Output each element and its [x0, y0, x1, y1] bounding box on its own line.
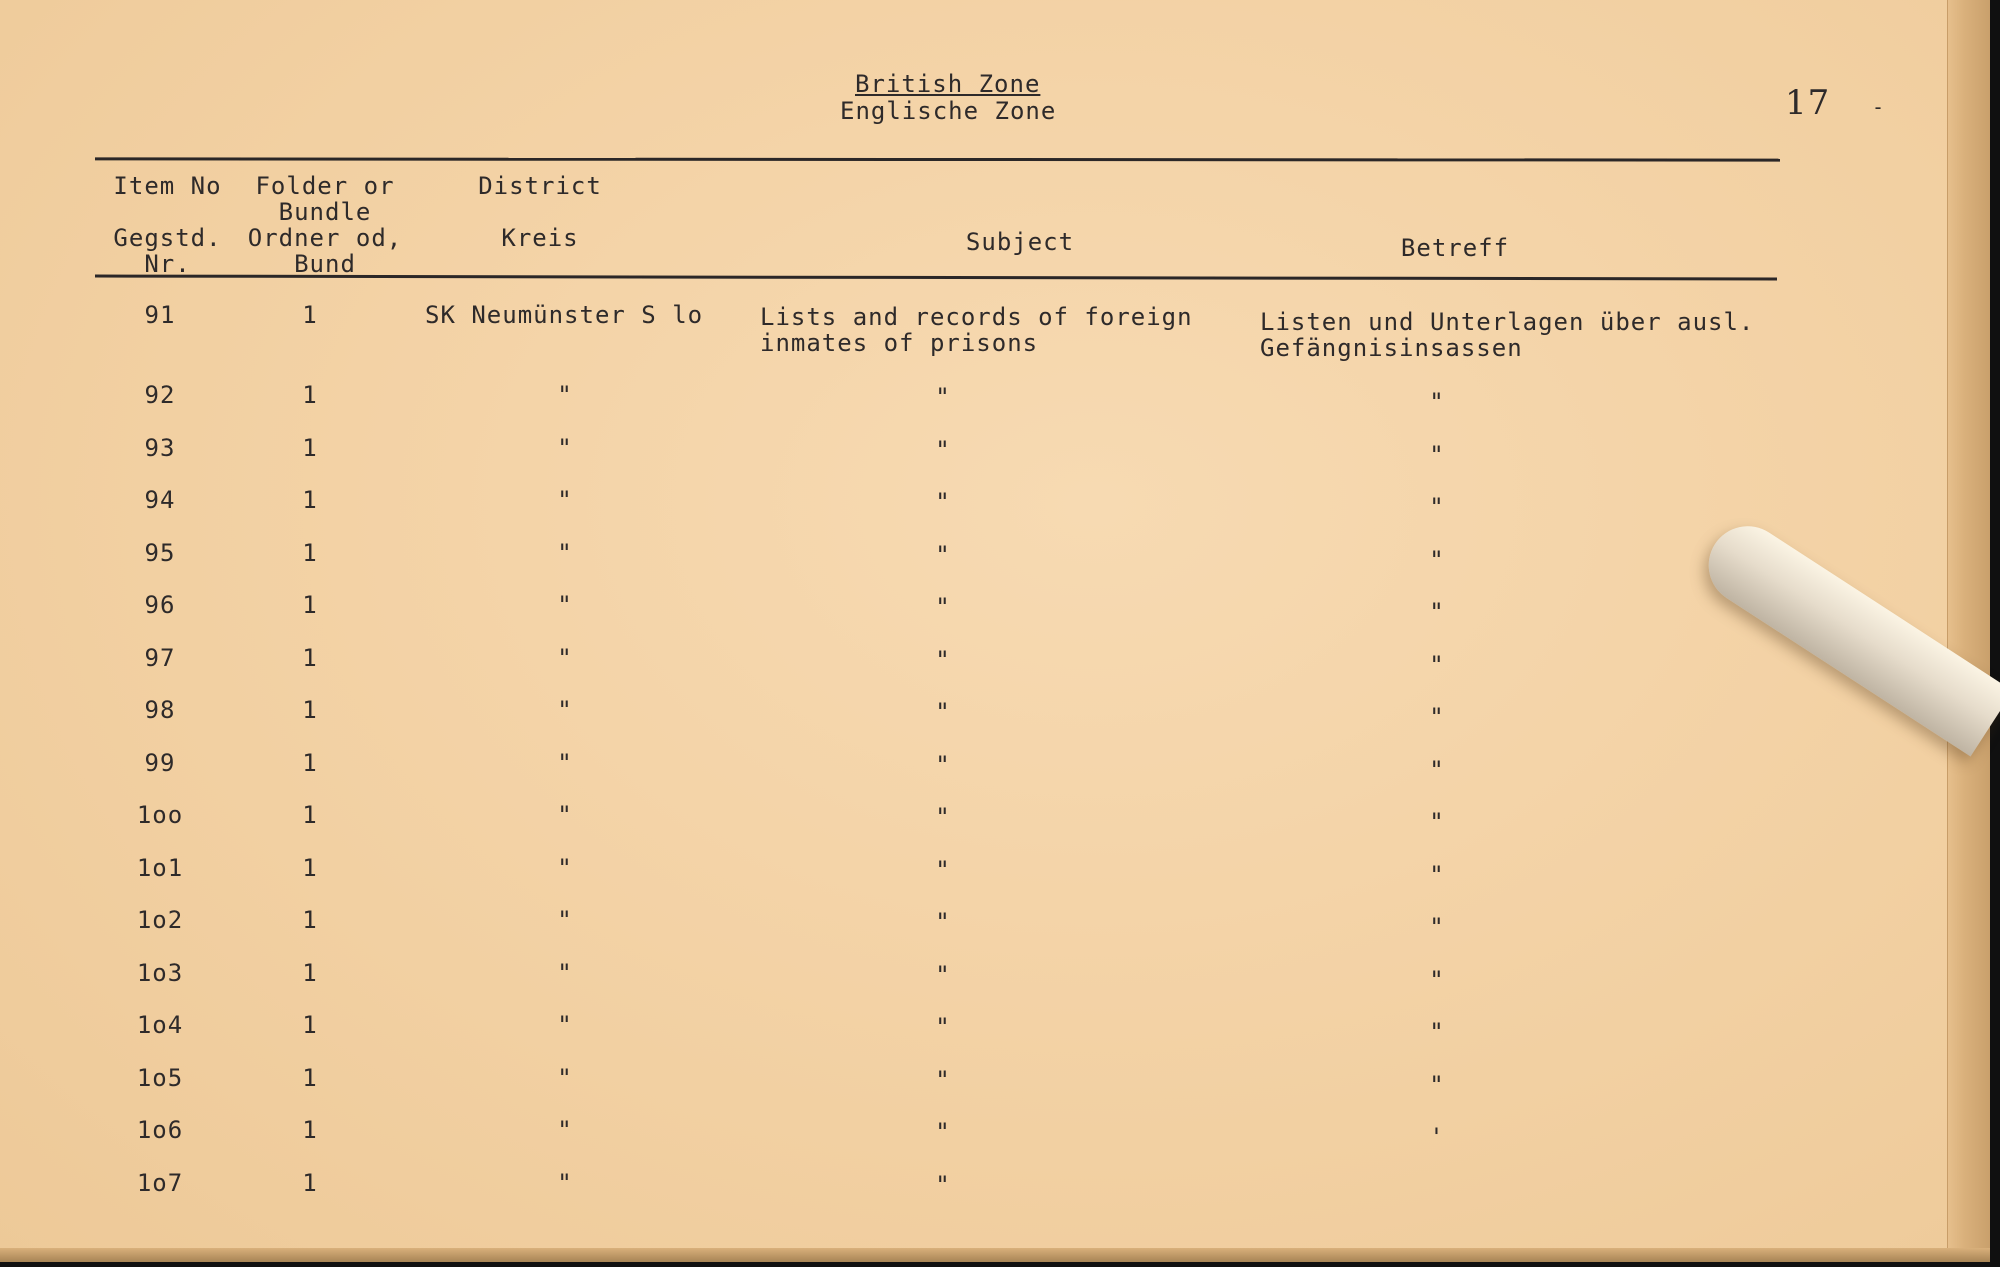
row-subject: " [935, 435, 951, 464]
row-subject: " [935, 488, 951, 516]
row-betreff: " [1429, 913, 1445, 941]
row-betreff: " [1429, 598, 1445, 626]
row-district: " [557, 906, 573, 934]
row-folder: 1 [302, 643, 318, 672]
row-betreff: " [1429, 650, 1445, 679]
row-district: SK Neumünster S lo [425, 301, 704, 329]
row-subject: " [935, 383, 951, 411]
row-folder: 1 [302, 301, 318, 329]
row-folder: 1 [302, 1063, 318, 1092]
row-folder: 1 [302, 538, 318, 567]
row-subject: " [935, 593, 951, 621]
row-item-number: 1o6 [136, 1116, 184, 1144]
row-folder: 1 [302, 696, 318, 724]
row-district: " [557, 801, 573, 829]
row-item-number: 93 [144, 433, 176, 462]
row-betreff: " [1429, 440, 1445, 469]
column-header-subject: Subject [965, 228, 1075, 256]
row-item-number: 96 [144, 591, 176, 619]
row-item-number: 1o3 [136, 958, 184, 987]
corner-mark: - [1872, 95, 1886, 119]
row-betreff: " [1429, 808, 1445, 836]
column-header-folder: Folder or Bundle Ordner od, Bund [247, 172, 403, 278]
row-subject: " [935, 1170, 951, 1199]
row-subject: " [935, 1065, 951, 1094]
row-item-number: 95 [144, 538, 176, 567]
row-subject: " [935, 855, 951, 884]
row-folder: 1 [302, 748, 318, 777]
row-item-number: 98 [144, 696, 176, 724]
row-folder: 1 [302, 1168, 318, 1197]
row-district: " [557, 538, 573, 567]
row-folder: 1 [302, 381, 318, 409]
row-subject: " [935, 750, 951, 779]
row-subject: " [935, 1013, 951, 1041]
row-district: " [557, 486, 573, 514]
row-item-number: 91 [144, 301, 176, 329]
row-item-number: 97 [144, 643, 176, 672]
page-edge [1947, 0, 1990, 1262]
page-number: 17 [1785, 83, 1831, 123]
row-folder: 1 [302, 1011, 318, 1039]
row-item-number: 1o5 [136, 1063, 184, 1092]
row-betreff: " [1429, 1018, 1445, 1046]
row-folder: 1 [302, 958, 318, 987]
row-district: " [557, 433, 573, 462]
row-folder: 1 [302, 486, 318, 514]
title-english: British Zone [855, 70, 1041, 98]
row-district: " [557, 381, 573, 409]
row-folder: 1 [302, 1116, 318, 1144]
row-folder: 1 [302, 906, 318, 934]
row-district: " [557, 643, 573, 672]
row-betreff: Listen und Unterlagen über ausl. Gefängnisinsassen [1260, 308, 1755, 362]
row-subject: " [935, 960, 951, 989]
row-district: " [557, 748, 573, 777]
row-folder: 1 [302, 433, 318, 462]
row-subject: " [935, 803, 951, 831]
row-district: " [557, 853, 573, 882]
row-subject: " [935, 645, 951, 674]
row-item-number: 94 [144, 486, 176, 514]
row-betreff: ' [1429, 1123, 1445, 1151]
row-subject: " [935, 1118, 951, 1146]
row-subject: " [935, 698, 951, 726]
row-folder: 1 [302, 591, 318, 619]
row-item-number: 1o7 [136, 1168, 184, 1197]
row-betreff: " [1429, 703, 1445, 731]
column-header-betreff: Betreff [1400, 234, 1510, 262]
row-item-number: 1o2 [136, 906, 184, 934]
row-betreff: " [1429, 755, 1445, 784]
row-item-number: 1o4 [136, 1011, 184, 1039]
title-german: Englische Zone [840, 97, 1057, 125]
row-district: " [557, 591, 573, 619]
row-item-number: 1o1 [136, 853, 184, 882]
row-betreff: " [1429, 493, 1445, 521]
row-district: " [557, 696, 573, 724]
row-subject: Lists and records of foreign inmates of prisons [760, 303, 1193, 357]
row-district: " [557, 1168, 573, 1197]
row-betreff: " [1429, 388, 1445, 416]
row-betreff: " [1429, 860, 1445, 889]
row-district: " [557, 1011, 573, 1039]
top-rule [95, 157, 1780, 161]
row-item-number: 1oo [136, 801, 184, 829]
row-folder: 1 [302, 853, 318, 882]
column-header-item: Item No Gegstd. Nr. [113, 172, 222, 278]
row-district: " [557, 958, 573, 987]
row-subject: " [935, 908, 951, 936]
page-bottom-edge [0, 1248, 1990, 1262]
row-district: " [557, 1116, 573, 1144]
row-betreff: " [1429, 1070, 1445, 1099]
row-folder: 1 [302, 801, 318, 829]
row-item-number: 99 [144, 748, 176, 777]
row-district: " [557, 1063, 573, 1092]
row-betreff: " [1429, 545, 1445, 574]
column-header-district: District Kreis [478, 172, 602, 252]
row-betreff: " [1429, 965, 1445, 994]
row-subject: " [935, 540, 951, 569]
row-item-number: 92 [144, 381, 176, 409]
